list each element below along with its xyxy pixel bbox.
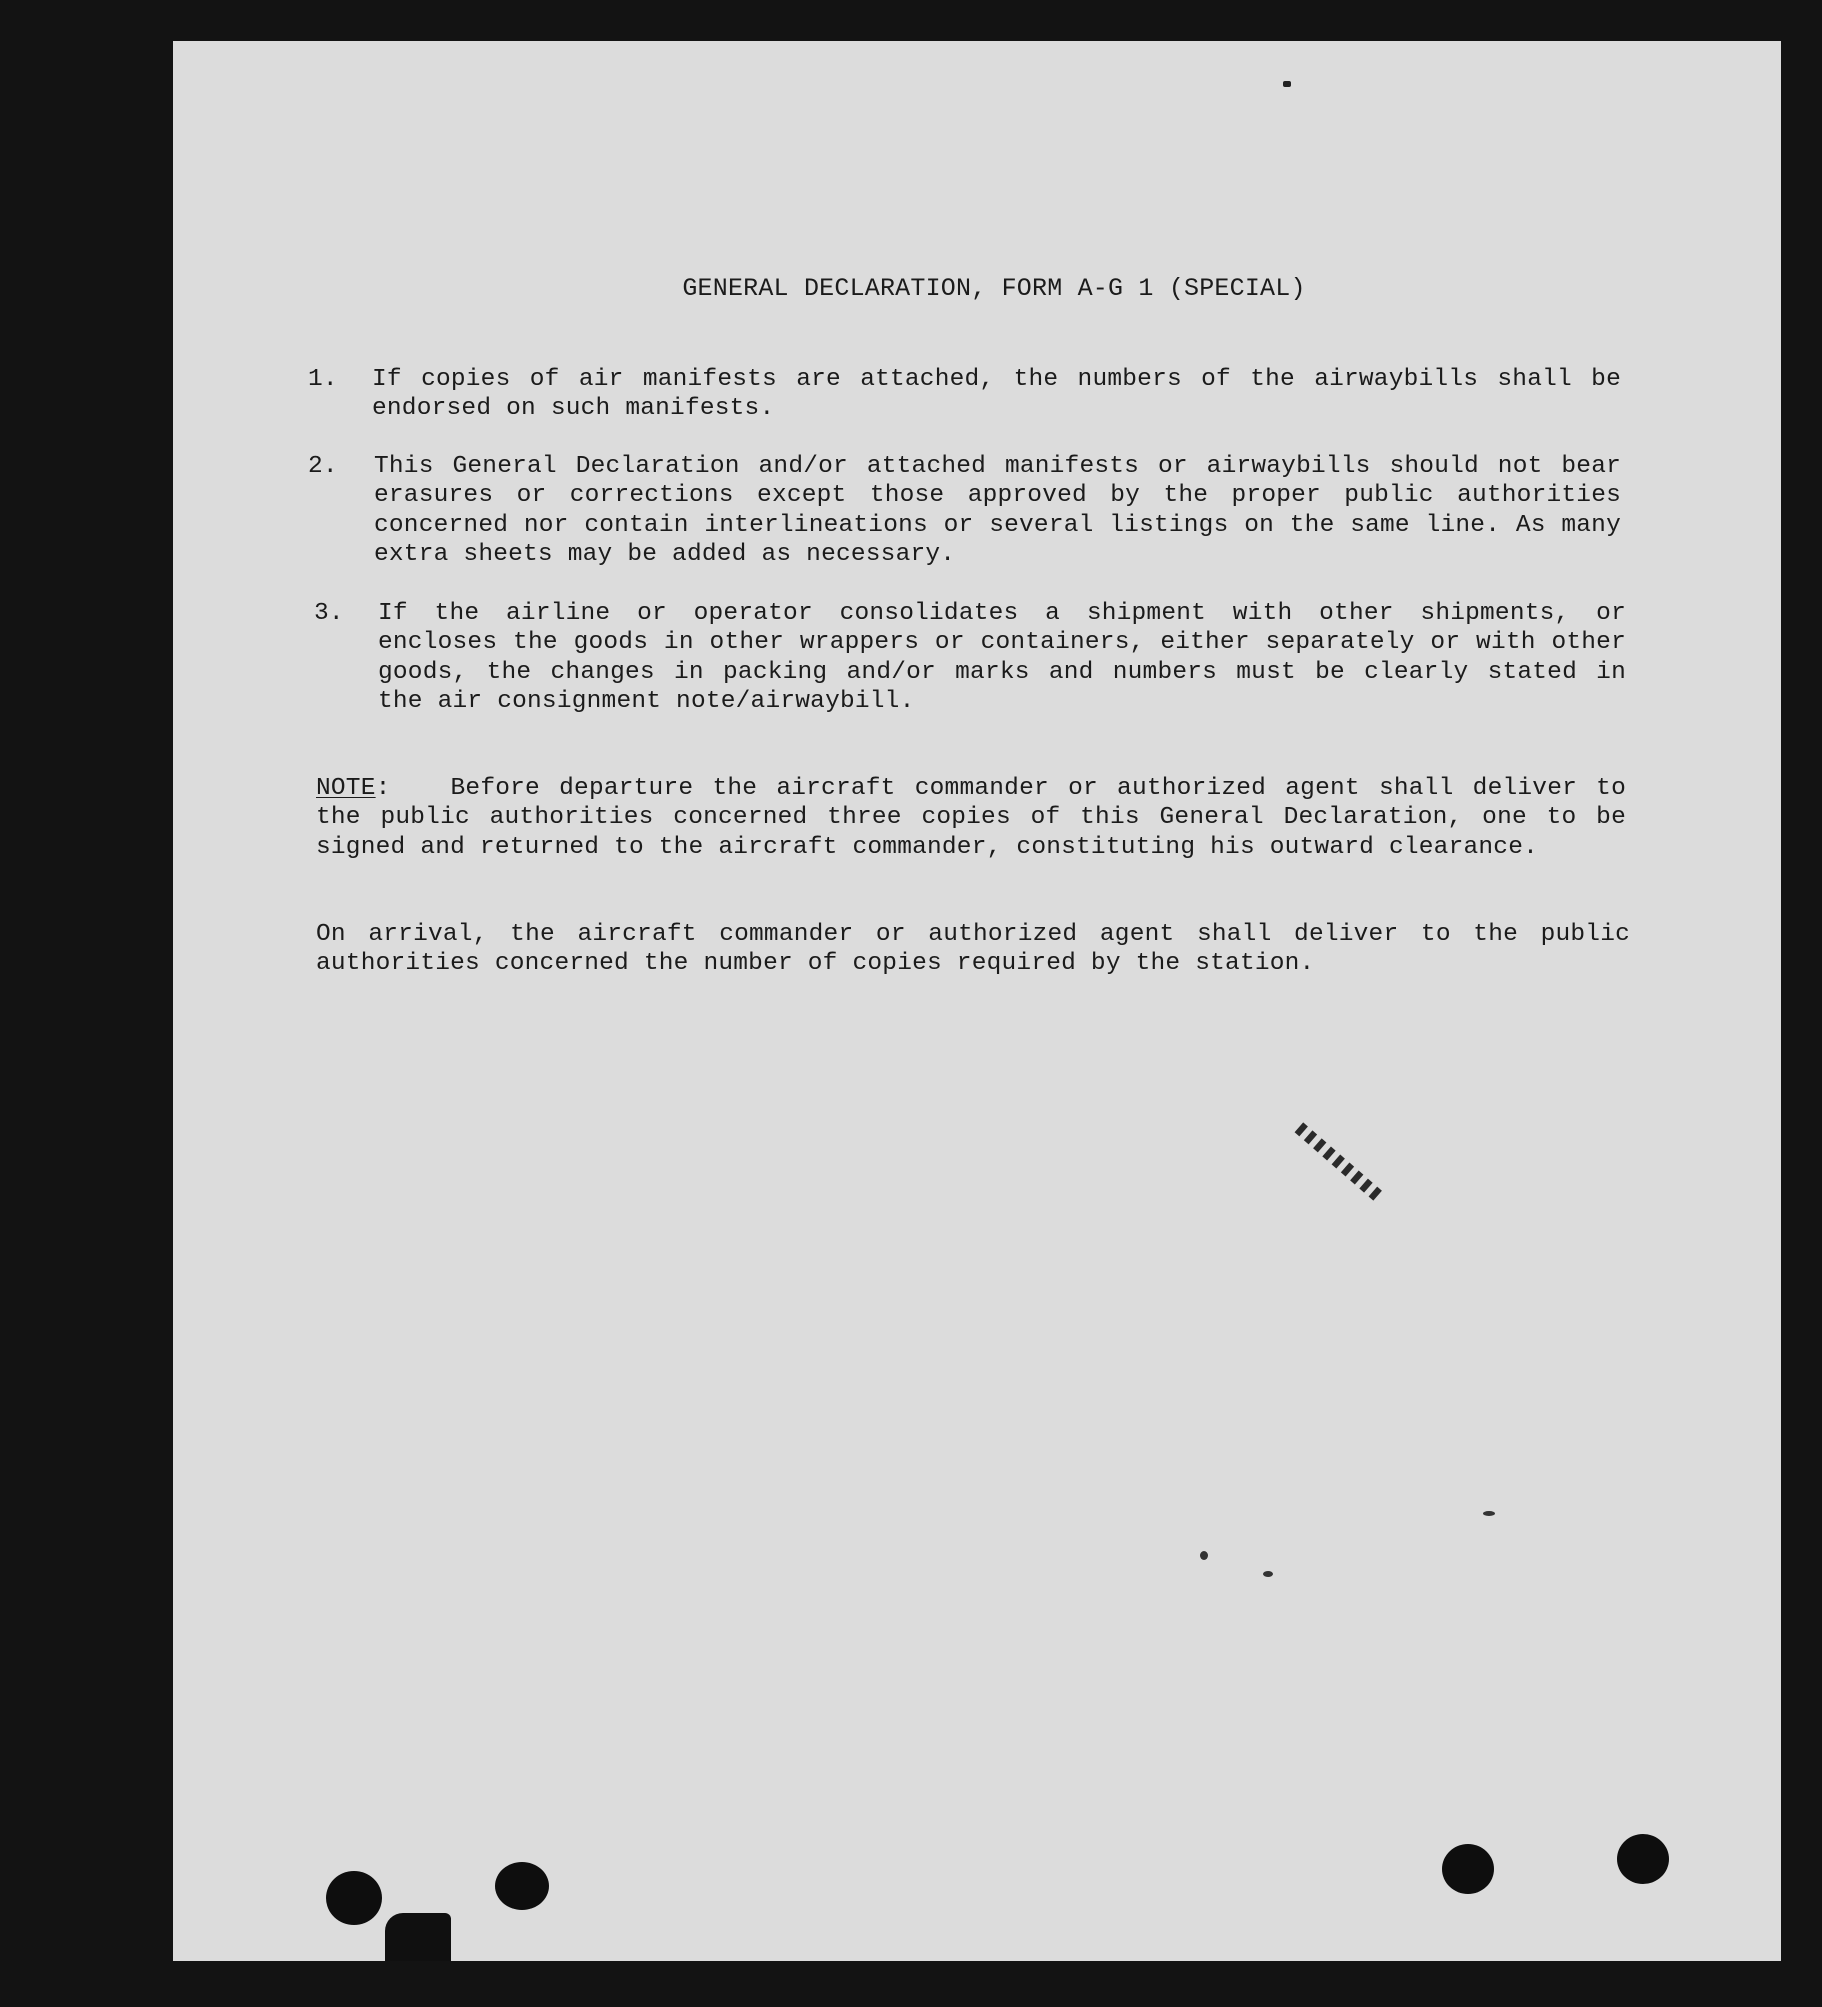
punch-hole bbox=[1617, 1834, 1669, 1884]
note-colon: : bbox=[375, 775, 391, 802]
instruction-item-1 bbox=[308, 365, 1621, 424]
item-text: If copies of air manifests are attached, the numbers of the airwaybills shall be endorsed on such manifests. bbox=[372, 366, 1621, 423]
punch-hole bbox=[495, 1862, 549, 1910]
punch-hole bbox=[1442, 1844, 1494, 1894]
ink-speck bbox=[1483, 1511, 1495, 1516]
document-page bbox=[173, 41, 1781, 1961]
item-number: 2. bbox=[308, 453, 338, 480]
item-text: This General Declaration and/or attached manifests or airwaybills should not bear erasures or corrections except those approved by the proper public authorities concerned nor contain interlineations or several listings on the same line. As many extra sheets may be added as necessary. bbox=[374, 453, 1621, 568]
ink-speck bbox=[1200, 1551, 1208, 1560]
instruction-item-2 bbox=[308, 452, 1621, 569]
note-paragraph bbox=[316, 774, 1626, 862]
arrival-paragraph: On arrival, the aircraft commander or authorized agent shall deliver to the public authorities concerned the number of copies required by the station. bbox=[316, 921, 1630, 978]
item-number: 1. bbox=[308, 366, 338, 393]
item-number: 3. bbox=[314, 600, 344, 627]
document-title: GENERAL DECLARATION, FORM A-G 1 (SPECIAL) bbox=[682, 274, 1306, 303]
instruction-item-3 bbox=[314, 599, 1626, 716]
serial-number-stamp: ▮▮▮▮▮▮▮▮▮ bbox=[1287, 1115, 1388, 1207]
ink-speck bbox=[1263, 1571, 1273, 1577]
top-edge-mark bbox=[1283, 81, 1291, 87]
punch-hole bbox=[326, 1871, 382, 1925]
note-label: NOTE bbox=[316, 775, 376, 802]
item-text: If the airline or operator consolidates a shipment with other shipments, or encloses the goods in other wrappers or containers, either separately or with other goods, the changes in packing and/or marks and numbers must be clearly stated in the air consignment note/airwaybill. bbox=[378, 600, 1626, 715]
note-text: Before departure the aircraft commander or authorized agent shall deliver to the public authorities concerned three copies of this General Declaration, one to be signed and returned to the aircraft commander, constituting his outward clearance. bbox=[316, 775, 1626, 861]
torn-corner bbox=[385, 1913, 451, 1961]
